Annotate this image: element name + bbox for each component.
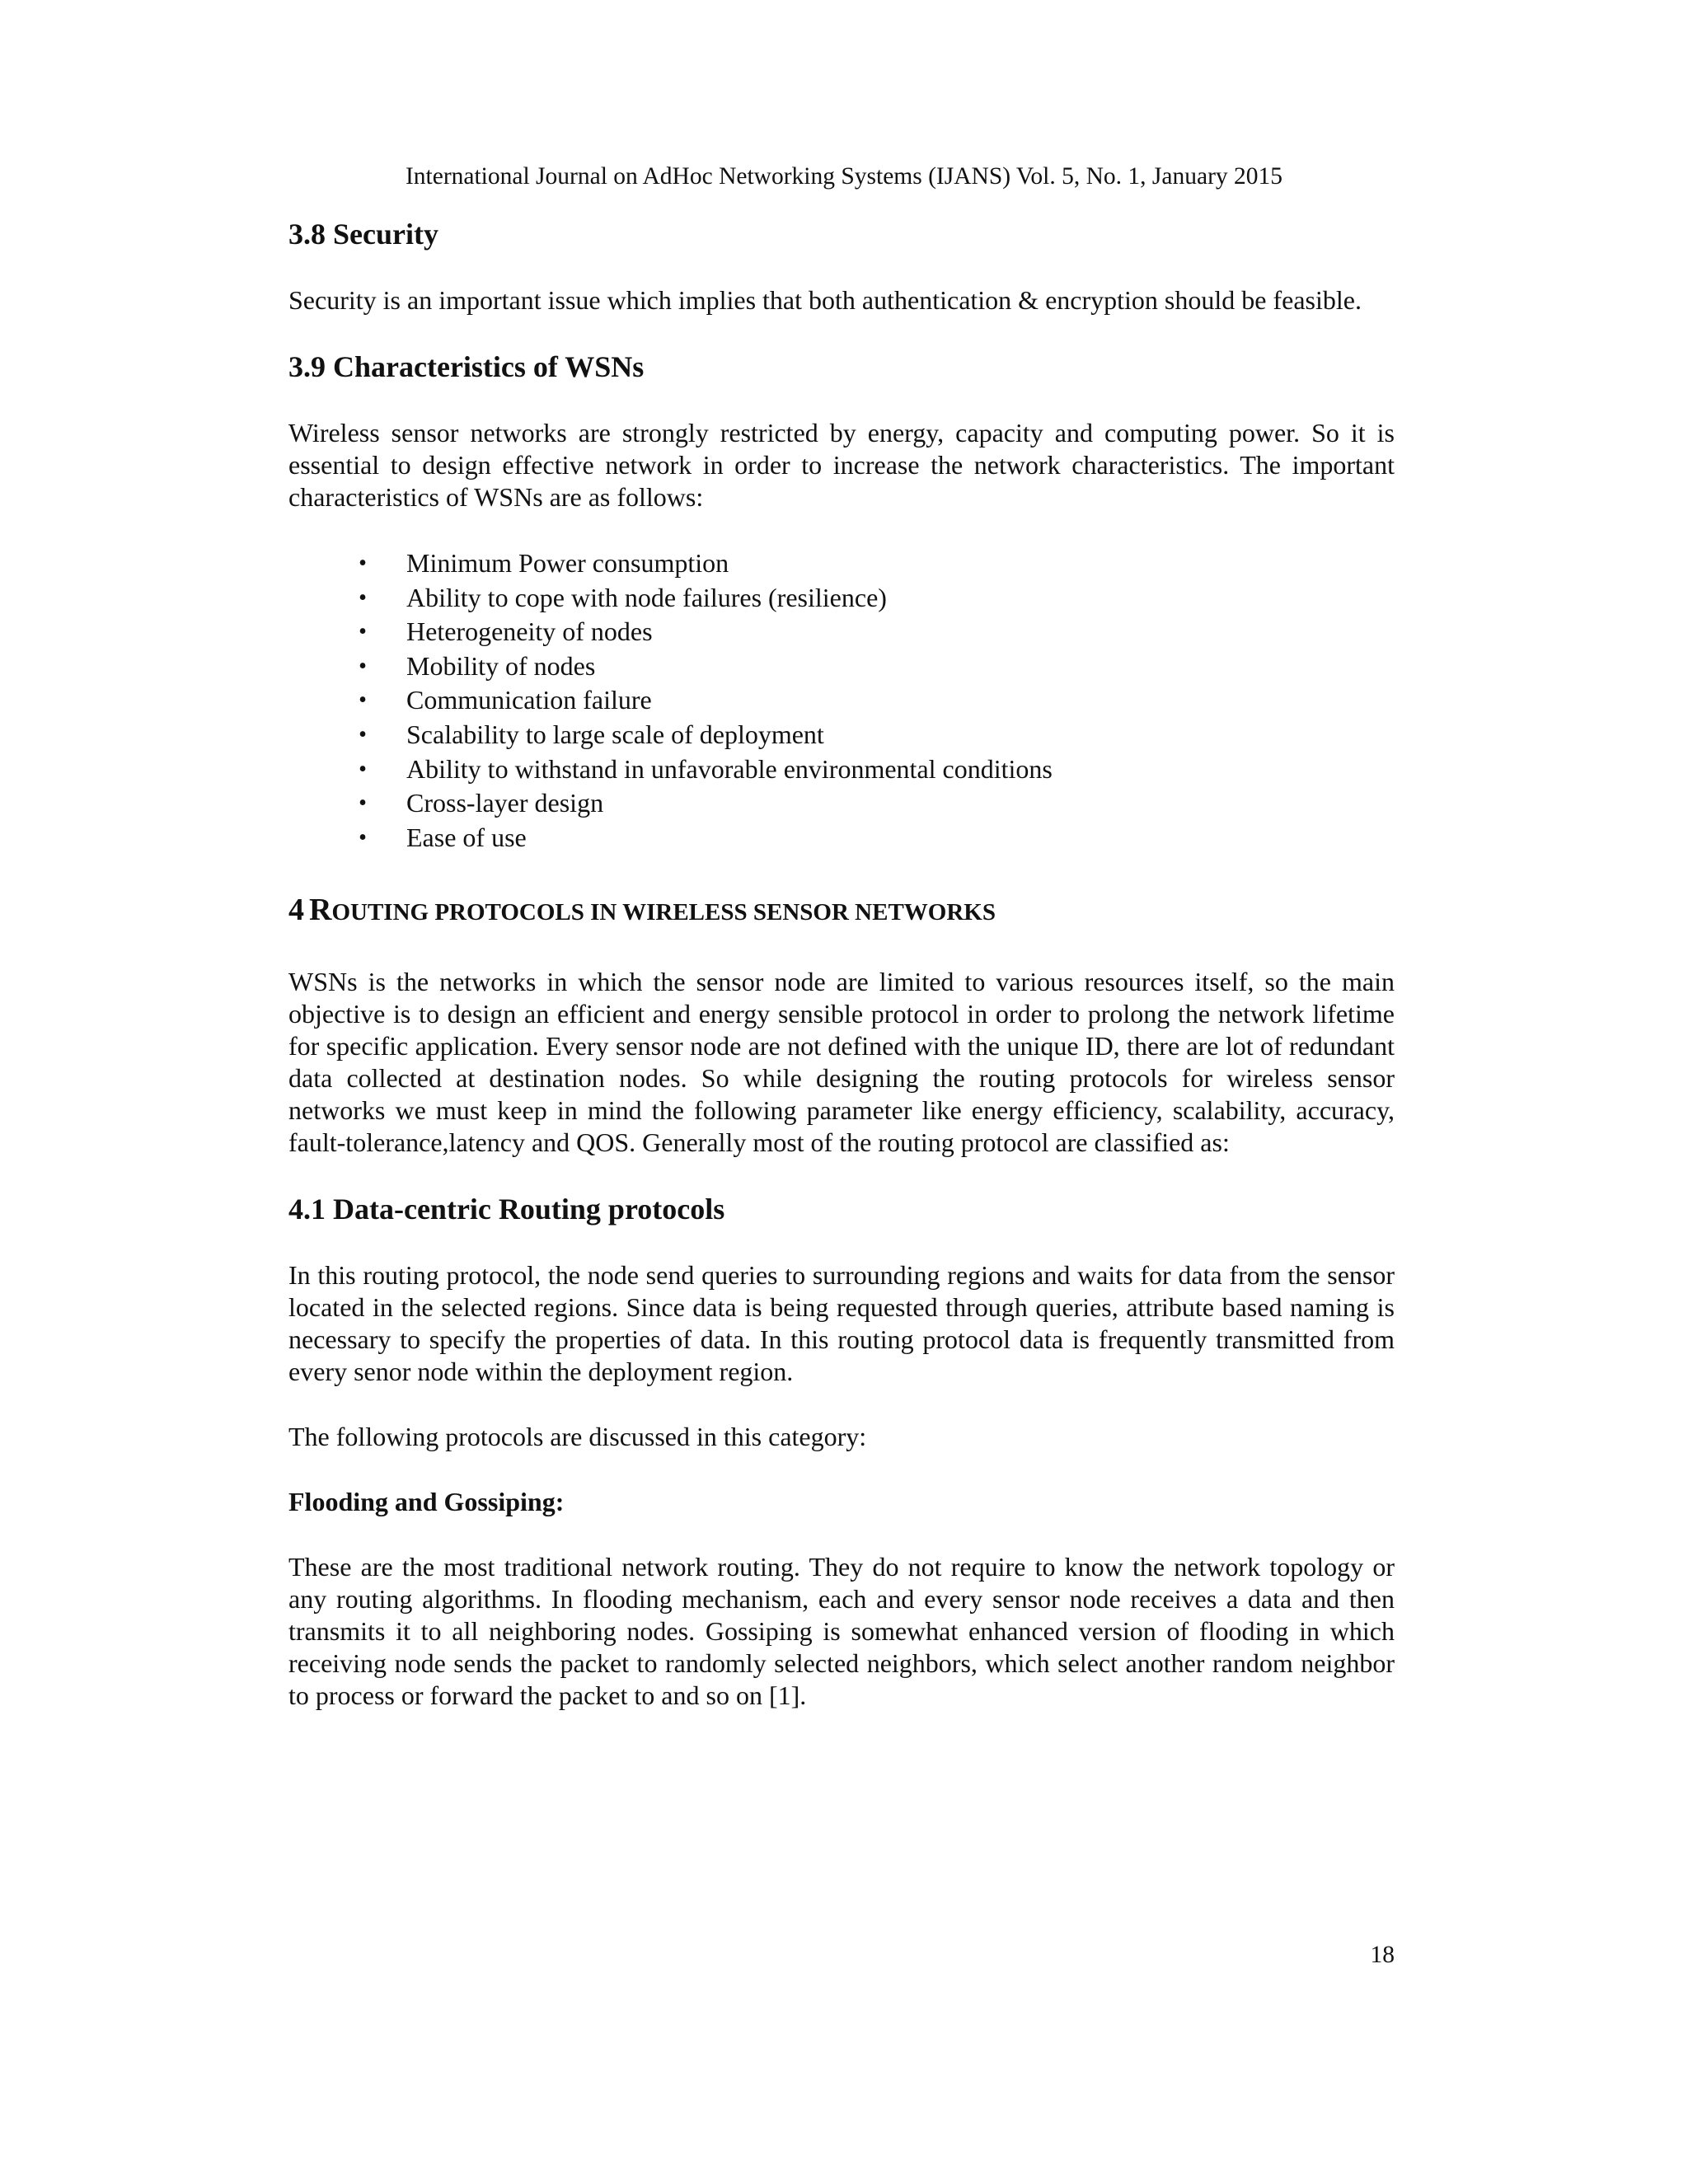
list-item-text: Ease of use bbox=[406, 822, 527, 852]
list-item-text: Ability to cope with node failures (resilience) bbox=[406, 582, 887, 612]
list-item bbox=[354, 615, 1395, 649]
bullet-icon: • bbox=[359, 756, 367, 782]
bullet-icon: • bbox=[359, 551, 367, 576]
bullet-icon: • bbox=[359, 653, 367, 679]
list-item-text: Ability to withstand in unfavorable environmental conditions bbox=[406, 753, 1053, 784]
bullet-icon: • bbox=[359, 619, 367, 645]
list-item-text: Communication failure bbox=[406, 685, 652, 715]
list-item-text: Mobility of nodes bbox=[406, 650, 596, 681]
page-number: 18 bbox=[1370, 1942, 1395, 1968]
section-4-title-rest: OUTING PROTOCOLS IN WIRELESS SENSOR NETWORKS bbox=[331, 899, 996, 926]
list-item-text: Minimum Power consumption bbox=[406, 548, 729, 578]
running-header: International Journal on AdHoc Networking Systems (IJANS) Vol. 5, No. 1, January 2015 bbox=[405, 163, 1283, 190]
section-4-title-initial: R bbox=[309, 893, 332, 928]
section-3-8-paragraph: Security is an important issue which implies that both authentication & encryption should be feasible. bbox=[288, 285, 1362, 315]
list-item-text: Scalability to large scale of deployment bbox=[406, 719, 824, 749]
section-3-9-heading: 3.9 Characteristics of WSNs bbox=[288, 350, 645, 383]
list-item bbox=[354, 683, 1395, 718]
section-4-number: 4 bbox=[288, 893, 304, 928]
list-item-text: Cross-layer design bbox=[406, 788, 604, 818]
list-item bbox=[354, 649, 1395, 684]
list-item bbox=[354, 786, 1395, 821]
bullet-icon: • bbox=[359, 687, 367, 714]
section-4-1-heading: 4.1 Data-centric Routing protocols bbox=[288, 1193, 725, 1226]
section-4-paragraph: WSNs is the networks in which the sensor node are limited to various resources itself, so the main objective is to design an efficient and energy sensible protocol in order to prolong the network lifetime for specific application. Every sensor node are not defined with the unique ID, there are lot of redundant data collected at destination nodes. So while designing the routing protocols for wireless sensor networks we must keep in mind the following parameter like energy efficiency, scalability, accuracy, fault-tolerance,latency and QOS. Generally most of the routing protocol are classified as: bbox=[288, 967, 1395, 1158]
flooding-gossiping-paragraph: These are the most traditional network routing. They do not require to know the network topology or any routing algorithms. In flooding mechanism, each and every sensor node receives a data and then transmits it to all neighboring nodes. Gossiping is somewhat enhanced version of flooding in which receiving node sends the packet to randomly selected neighbors, which select another random neighbor to process or forward the packet to and so on [1]. bbox=[288, 1552, 1395, 1711]
section-4-1-paragraph: In this routing protocol, the node send queries to surrounding regions and waits for data from the sensor located in the selected regions. Since data is being requested through queries, attribute based naming is necessary to specify the properties of data. In this routing protocol data is frequently transmitted from every senor node within the deployment region. bbox=[288, 1260, 1395, 1387]
list-item bbox=[354, 546, 1395, 581]
list-item bbox=[354, 718, 1395, 752]
list-item bbox=[354, 581, 1395, 616]
bullet-icon: • bbox=[359, 721, 367, 748]
bullet-icon: • bbox=[359, 790, 367, 817]
bullet-icon: • bbox=[359, 824, 367, 851]
characteristics-list bbox=[288, 546, 1395, 855]
list-item bbox=[354, 752, 1395, 787]
flooding-gossiping-subheading: Flooding and Gossiping: bbox=[288, 1487, 565, 1517]
section-3-8-heading: 3.8 Security bbox=[288, 218, 438, 251]
section-3-9-paragraph: Wireless sensor networks are strongly restricted by energy, capacity and computing power. So it is essential to design effective network in order to increase the network characteristics. The important characteristics of WSNs are as follows: bbox=[288, 418, 1395, 512]
bullet-icon: • bbox=[359, 584, 367, 611]
section-4-1-protocols-intro: The following protocols are discussed in this category: bbox=[288, 1422, 867, 1452]
list-item bbox=[354, 821, 1395, 855]
list-item-text: Heterogeneity of nodes bbox=[406, 616, 653, 647]
section-4-heading bbox=[288, 891, 1395, 933]
page-body bbox=[288, 217, 1395, 1712]
